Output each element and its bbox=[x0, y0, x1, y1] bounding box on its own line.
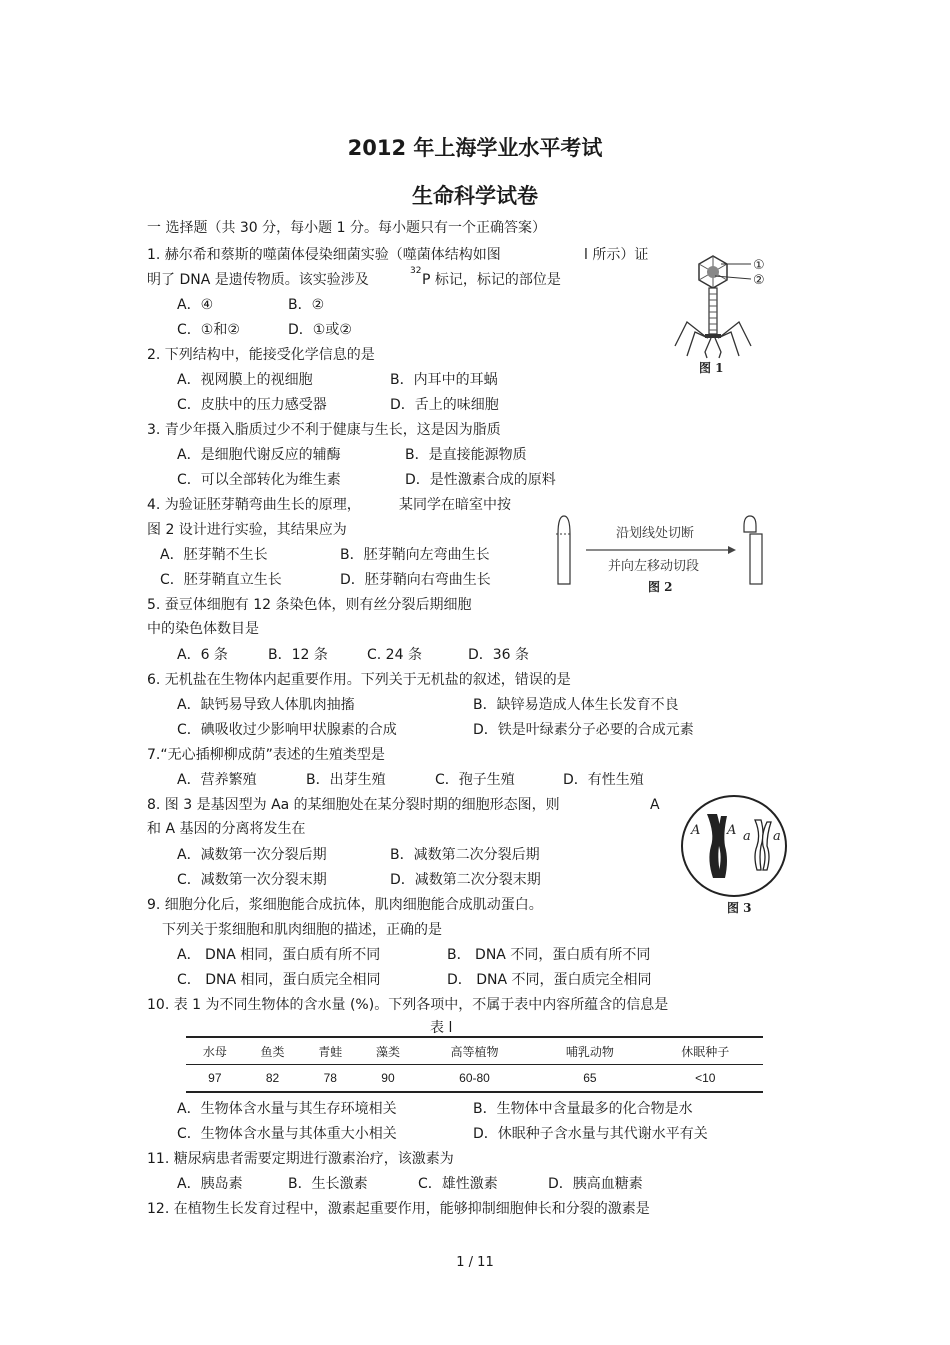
water-content-table bbox=[186, 1036, 763, 1093]
q4-option-a: A．胚芽鞘不生长 bbox=[160, 547, 268, 563]
q8-line2: 和 A 基因的分离将发生在 bbox=[147, 821, 306, 837]
q1-line2: 明了 DNA 是遗传物质。该实验涉及 bbox=[147, 272, 369, 288]
table-header-cell: 高等植物 bbox=[450, 1044, 499, 1059]
q4-option-b: B．胚芽鞘向左弯曲生长 bbox=[340, 547, 490, 563]
q3-option-b: B．是直接能源物质 bbox=[405, 447, 527, 463]
q11-option-d: D．胰高血糖素 bbox=[548, 1176, 643, 1192]
q9-line1: 9. 细胞分化后，浆细胞能合成抗体，肌肉细胞能合成肌动蛋白。 bbox=[147, 897, 543, 913]
table-cell: 82 bbox=[265, 1071, 280, 1085]
figure-1-bacteriophage bbox=[665, 246, 805, 382]
q1-option-a: A．④ bbox=[177, 297, 214, 313]
q6-option-c: C．碘吸收过少影响甲状腺素的合成 bbox=[177, 722, 397, 738]
q6-option-d: D．铁是叶绿素分子必要的合成元素 bbox=[473, 722, 694, 738]
figure-3-gene-a-right: a bbox=[773, 829, 781, 844]
q8-option-b: B．减数第二次分裂后期 bbox=[390, 847, 540, 863]
q3-option-c: C．可以全部转化为维生素 bbox=[177, 472, 341, 488]
page-title: 2012 年上海学业水平考试 bbox=[347, 136, 603, 160]
q1-line2b: P 标记，标记的部位是 bbox=[422, 272, 561, 288]
q11-option-a: A．胰岛素 bbox=[177, 1176, 243, 1192]
q10-option-d: D．休眠种子含水量与其代谢水平有关 bbox=[473, 1126, 708, 1142]
q2-stem: 2. 下列结构中，能接受化学信息的是 bbox=[147, 347, 375, 363]
q10-stem: 10. 表 1 为不同生物体的含水量 (%)。下列各项中，不属于表中内容所蕴含的信息是 bbox=[147, 997, 669, 1013]
q11-option-c: C．雄性激素 bbox=[418, 1176, 498, 1192]
q1-option-d: D．①或② bbox=[288, 322, 352, 338]
table-cell: 97 bbox=[208, 1071, 222, 1085]
table-cell: 90 bbox=[381, 1071, 395, 1085]
q1-option-b: B．② bbox=[288, 297, 325, 313]
q7-stem: 7.“无心插柳柳成荫”表述的生殖类型是 bbox=[147, 747, 385, 763]
q4-option-c: C．胚芽鞘直立生长 bbox=[160, 572, 282, 588]
table-header-cell: 哺乳动物 bbox=[565, 1044, 614, 1059]
q5-option-d: D．36 条 bbox=[468, 647, 530, 663]
table-cell: 78 bbox=[323, 1071, 337, 1085]
table-cell: 65 bbox=[583, 1071, 597, 1085]
q10-option-b: B．生物体中含量最多的化合物是水 bbox=[473, 1101, 693, 1117]
figure-3-cell bbox=[677, 794, 797, 918]
q8-line1b: A bbox=[650, 797, 660, 813]
q2-option-c: C．皮肤中的压力感受器 bbox=[177, 397, 327, 413]
q4-line1b: 某同学在暗室中按 bbox=[399, 497, 511, 513]
q5-line2: 中的染色体数目是 bbox=[147, 621, 259, 637]
section-heading: 一 选择题（共 30 分，每小题 1 分。每小题只有一个正确答案） bbox=[147, 220, 546, 236]
q8-option-c: C．减数第一次分裂末期 bbox=[177, 872, 327, 888]
figure-2-coleoptile bbox=[550, 512, 780, 598]
q4-line2: 图 2 设计进行实验，其结果应为 bbox=[147, 522, 347, 538]
q11-option-b: B．生长激素 bbox=[288, 1176, 368, 1192]
q5-option-b: B．12 条 bbox=[268, 647, 328, 663]
figure-1-label-2: ② bbox=[753, 273, 765, 288]
q1-line1: 1. 赫尔希和蔡斯的噬菌体侵染细菌实验（噬菌体结构如图 bbox=[147, 247, 501, 263]
table-header-row bbox=[186, 1037, 763, 1065]
figure-2-caption: 图 2 bbox=[648, 580, 673, 594]
figure-2-bottom-text: 并向左移动切段 bbox=[608, 559, 700, 574]
q4-line1: 4. 为验证胚芽鞘弯曲生长的原理， bbox=[147, 497, 361, 513]
q9-option-b: B． DNA 不同，蛋白质有所不同 bbox=[447, 947, 651, 963]
q10-option-c: C．生物体含水量与其体重大小相关 bbox=[177, 1126, 397, 1142]
q11-stem: 11. 糖尿病患者需要定期进行激素治疗，该激素为 bbox=[147, 1151, 454, 1167]
table-cell: 60-80 bbox=[459, 1071, 490, 1085]
q5-option-a: A．6 条 bbox=[177, 647, 228, 663]
q8-option-d: D．减数第二次分裂末期 bbox=[390, 872, 541, 888]
q7-option-c: C．孢子生殖 bbox=[435, 772, 515, 788]
figure-3-gene-A-left: A bbox=[691, 823, 701, 838]
figure-2-top-text: 沿划线处切断 bbox=[616, 526, 695, 541]
q10-option-a: A．生物体含水量与其生存环境相关 bbox=[177, 1101, 397, 1117]
q9-option-d: D． DNA 不同，蛋白质完全相同 bbox=[447, 972, 652, 988]
table-header-cell: 休眠种子 bbox=[681, 1044, 730, 1059]
table-cell: <10 bbox=[695, 1071, 716, 1085]
q3-option-d: D．是性激素合成的原料 bbox=[405, 472, 556, 488]
q1-line1b: l 所示）证 bbox=[584, 247, 649, 263]
table-row bbox=[186, 1065, 763, 1093]
q8-option-a: A．减数第一次分裂后期 bbox=[177, 847, 327, 863]
q5-option-c: C. 24 条 bbox=[367, 647, 422, 663]
page-number: 1 / 11 bbox=[456, 1255, 494, 1270]
q12-stem: 12. 在植物生长发育过程中，激素起重要作用，能够抑制细胞伸长和分裂的激素是 bbox=[147, 1201, 650, 1217]
table-header-cell: 青蛙 bbox=[318, 1044, 343, 1059]
q4-option-d: D．胚芽鞘向右弯曲生长 bbox=[340, 572, 491, 588]
q1-superscript: 32 bbox=[410, 266, 422, 276]
table-header-cell: 藻类 bbox=[375, 1044, 400, 1059]
q2-option-d: D．舌上的味细胞 bbox=[390, 397, 499, 413]
table-caption: 表 l bbox=[430, 1020, 453, 1036]
figure-1-caption: 图 1 bbox=[699, 361, 724, 375]
page-subtitle: 生命科学试卷 bbox=[412, 184, 538, 208]
q9-option-c: C． DNA 相同，蛋白质完全相同 bbox=[177, 972, 381, 988]
q1-option-c: C．①和② bbox=[177, 322, 240, 338]
figure-1-label-1: ① bbox=[753, 258, 765, 273]
q9-line2: 下列关于浆细胞和肌肉细胞的描述，正确的是 bbox=[162, 922, 442, 938]
q3-stem: 3. 青少年摄入脂质过少不利于健康与生长，这是因为脂质 bbox=[147, 422, 501, 438]
q7-option-b: B．出芽生殖 bbox=[306, 772, 386, 788]
q7-option-a: A．营养繁殖 bbox=[177, 772, 257, 788]
table-header-cell: 鱼类 bbox=[260, 1044, 285, 1059]
q2-option-b: B．内耳中的耳蜗 bbox=[390, 372, 498, 388]
q2-option-a: A．视网膜上的视细胞 bbox=[177, 372, 313, 388]
q7-option-d: D．有性生殖 bbox=[563, 772, 644, 788]
q6-stem: 6. 无机盐在生物体内起重要作用。下列关于无机盐的叙述，错误的是 bbox=[147, 672, 571, 688]
figure-3-gene-A-right: A bbox=[727, 823, 737, 838]
q9-option-a: A． DNA 相同，蛋白质有所不同 bbox=[177, 947, 381, 963]
table-header-cell: 水母 bbox=[202, 1044, 227, 1059]
q6-option-b: B．缺锌易造成人体生长发育不良 bbox=[473, 697, 679, 713]
q3-option-a: A．是细胞代谢反应的辅酶 bbox=[177, 447, 341, 463]
q5-line1: 5. 蚕豆体细胞有 12 条染色体，则有丝分裂后期细胞 bbox=[147, 597, 472, 613]
q8-line1: 8. 图 3 是基因型为 Aa 的某细胞处在某分裂时期的细胞形态图，则 bbox=[147, 797, 560, 813]
figure-3-gene-a-left: a bbox=[743, 829, 751, 844]
figure-3-caption: 图 3 bbox=[727, 901, 752, 915]
q6-option-a: A．缺钙易导致人体肌肉抽搐 bbox=[177, 697, 355, 713]
